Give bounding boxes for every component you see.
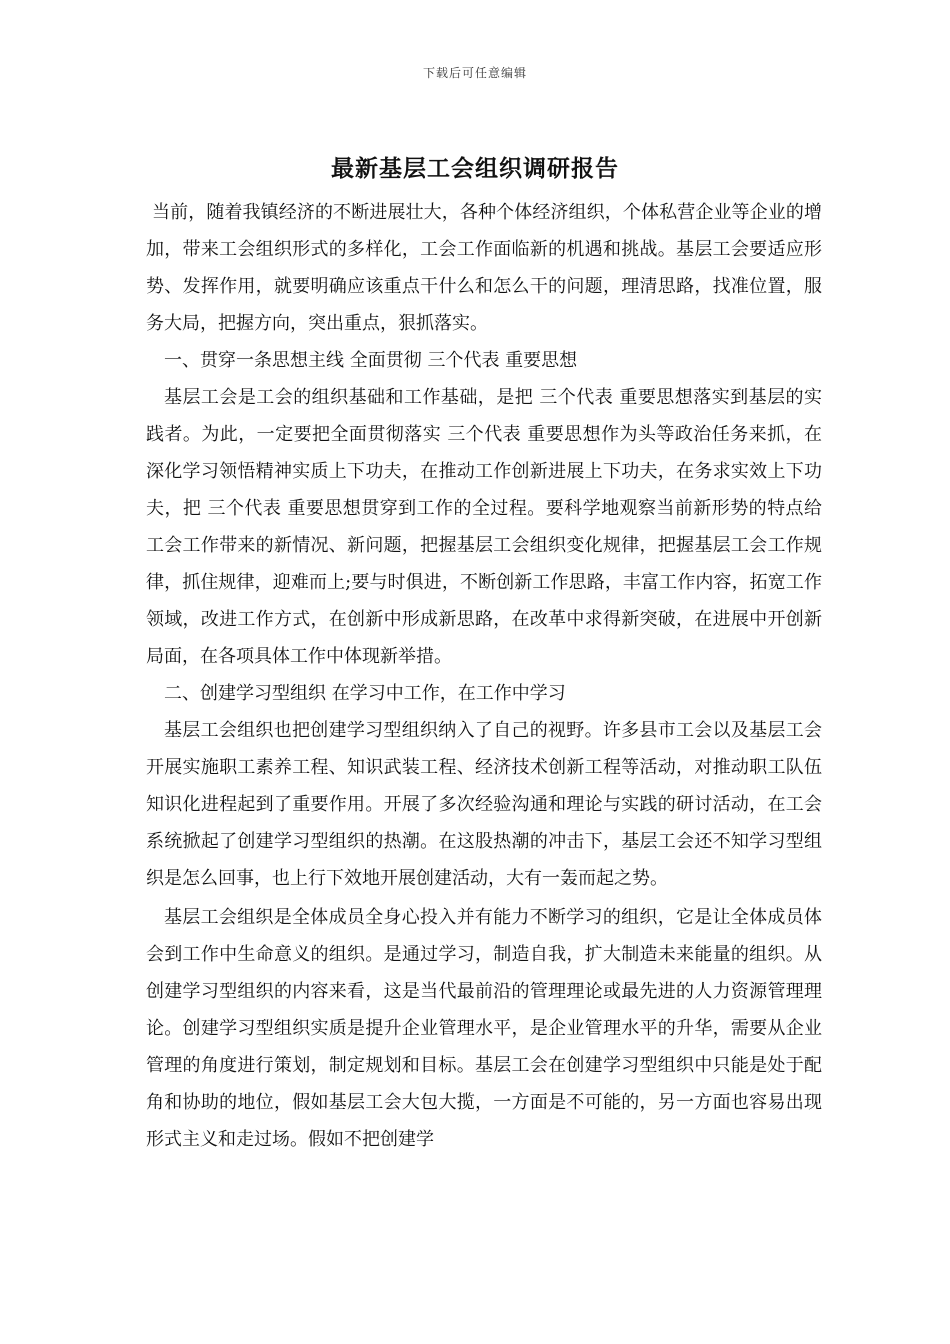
section-heading-2: 二、创建学习型组织 在学习中工作，在工作中学习 — [164, 683, 566, 704]
document-body — [146, 194, 822, 1158]
section-heading-1: 一、贯穿一条思想主线 全面贯彻 三个代表 重要思想 — [164, 350, 578, 371]
header-note: 下载后可任意编辑 — [422, 66, 527, 80]
paragraph-intro: 当前，随着我镇经济的不断进展壮大，各种个体经济组织，个体私营企业等企业的增加，带来工会组织形式的多样化，工会工作面临新的机遇和挑战。基层工会要适应形势、发挥作用，就要明确应该重点干什么和怎么干的问题，理清思路，找准位置，服务大局，把握方向，突出重点，狠抓落实。 — [146, 202, 822, 334]
paragraph-section-1: 基层工会是工会的组织基础和工作基础，是把 三个代表 重要思想落实到基层的实践者。为此，一定要把全面贯彻落实 三个代表 重要思想作为头等政治任务来抓，在深化学习领悟精神实质上下功夫，在推动工作创新进展上下功夫，在务求实效上下功夫，把 三个代表 重要思想贯穿到工作的全过程。要科学地观察当前新形势的特点给工会工作带来的新情况、新问题，把握基层工会组织变化规律，把握基层工会工作规律，抓住规律，迎难而上;要与时俱进，不断创新工作思路，丰富工作内容，拓宽工作领域，改进工作方式，在创新中形成新思路，在改革中求得新突破，在进展中开创新局面，在各项具体工作中体现新举措。 — [146, 387, 822, 667]
document-title: 最新基层工会组织调研报告 — [331, 155, 619, 182]
paragraph-section-2b: 基层工会组织是全体成员全身心投入并有能力不断学习的组织，它是让全体成员体会到工作中生命意义的组织。是通过学习，制造自我，扩大制造未来能量的组织。从创建学习型组织的内容来看，这是当代最前沿的管理理论或最先进的人力资源管理理论。创建学习型组织实质是提升企业管理水平，是企业管理水平的升华，需要从企业管理的角度进行策划，制定规划和目标。基层工会在创建学习型组织中只能是处于配角和协助的地位，假如基层工会大包大揽，一方面是不可能的，另一方面也容易出现形式主义和走过场。假如不把创建学 — [146, 907, 822, 1150]
paragraph-section-2a: 基层工会组织也把创建学习型组织纳入了自己的视野。许多县市工会以及基层工会开展实施职工素养工程、知识武装工程、经济技术创新工程等活动，对推动职工队伍知识化进程起到了重要作用。开展了多次经验沟通和理论与实践的研讨活动，在工会系统掀起了创建学习型组织的热潮。在这股热潮的冲击下，基层工会还不知学习型组织是怎么回事，也上行下效地开展创建活动，大有一轰而起之势。 — [146, 720, 822, 889]
